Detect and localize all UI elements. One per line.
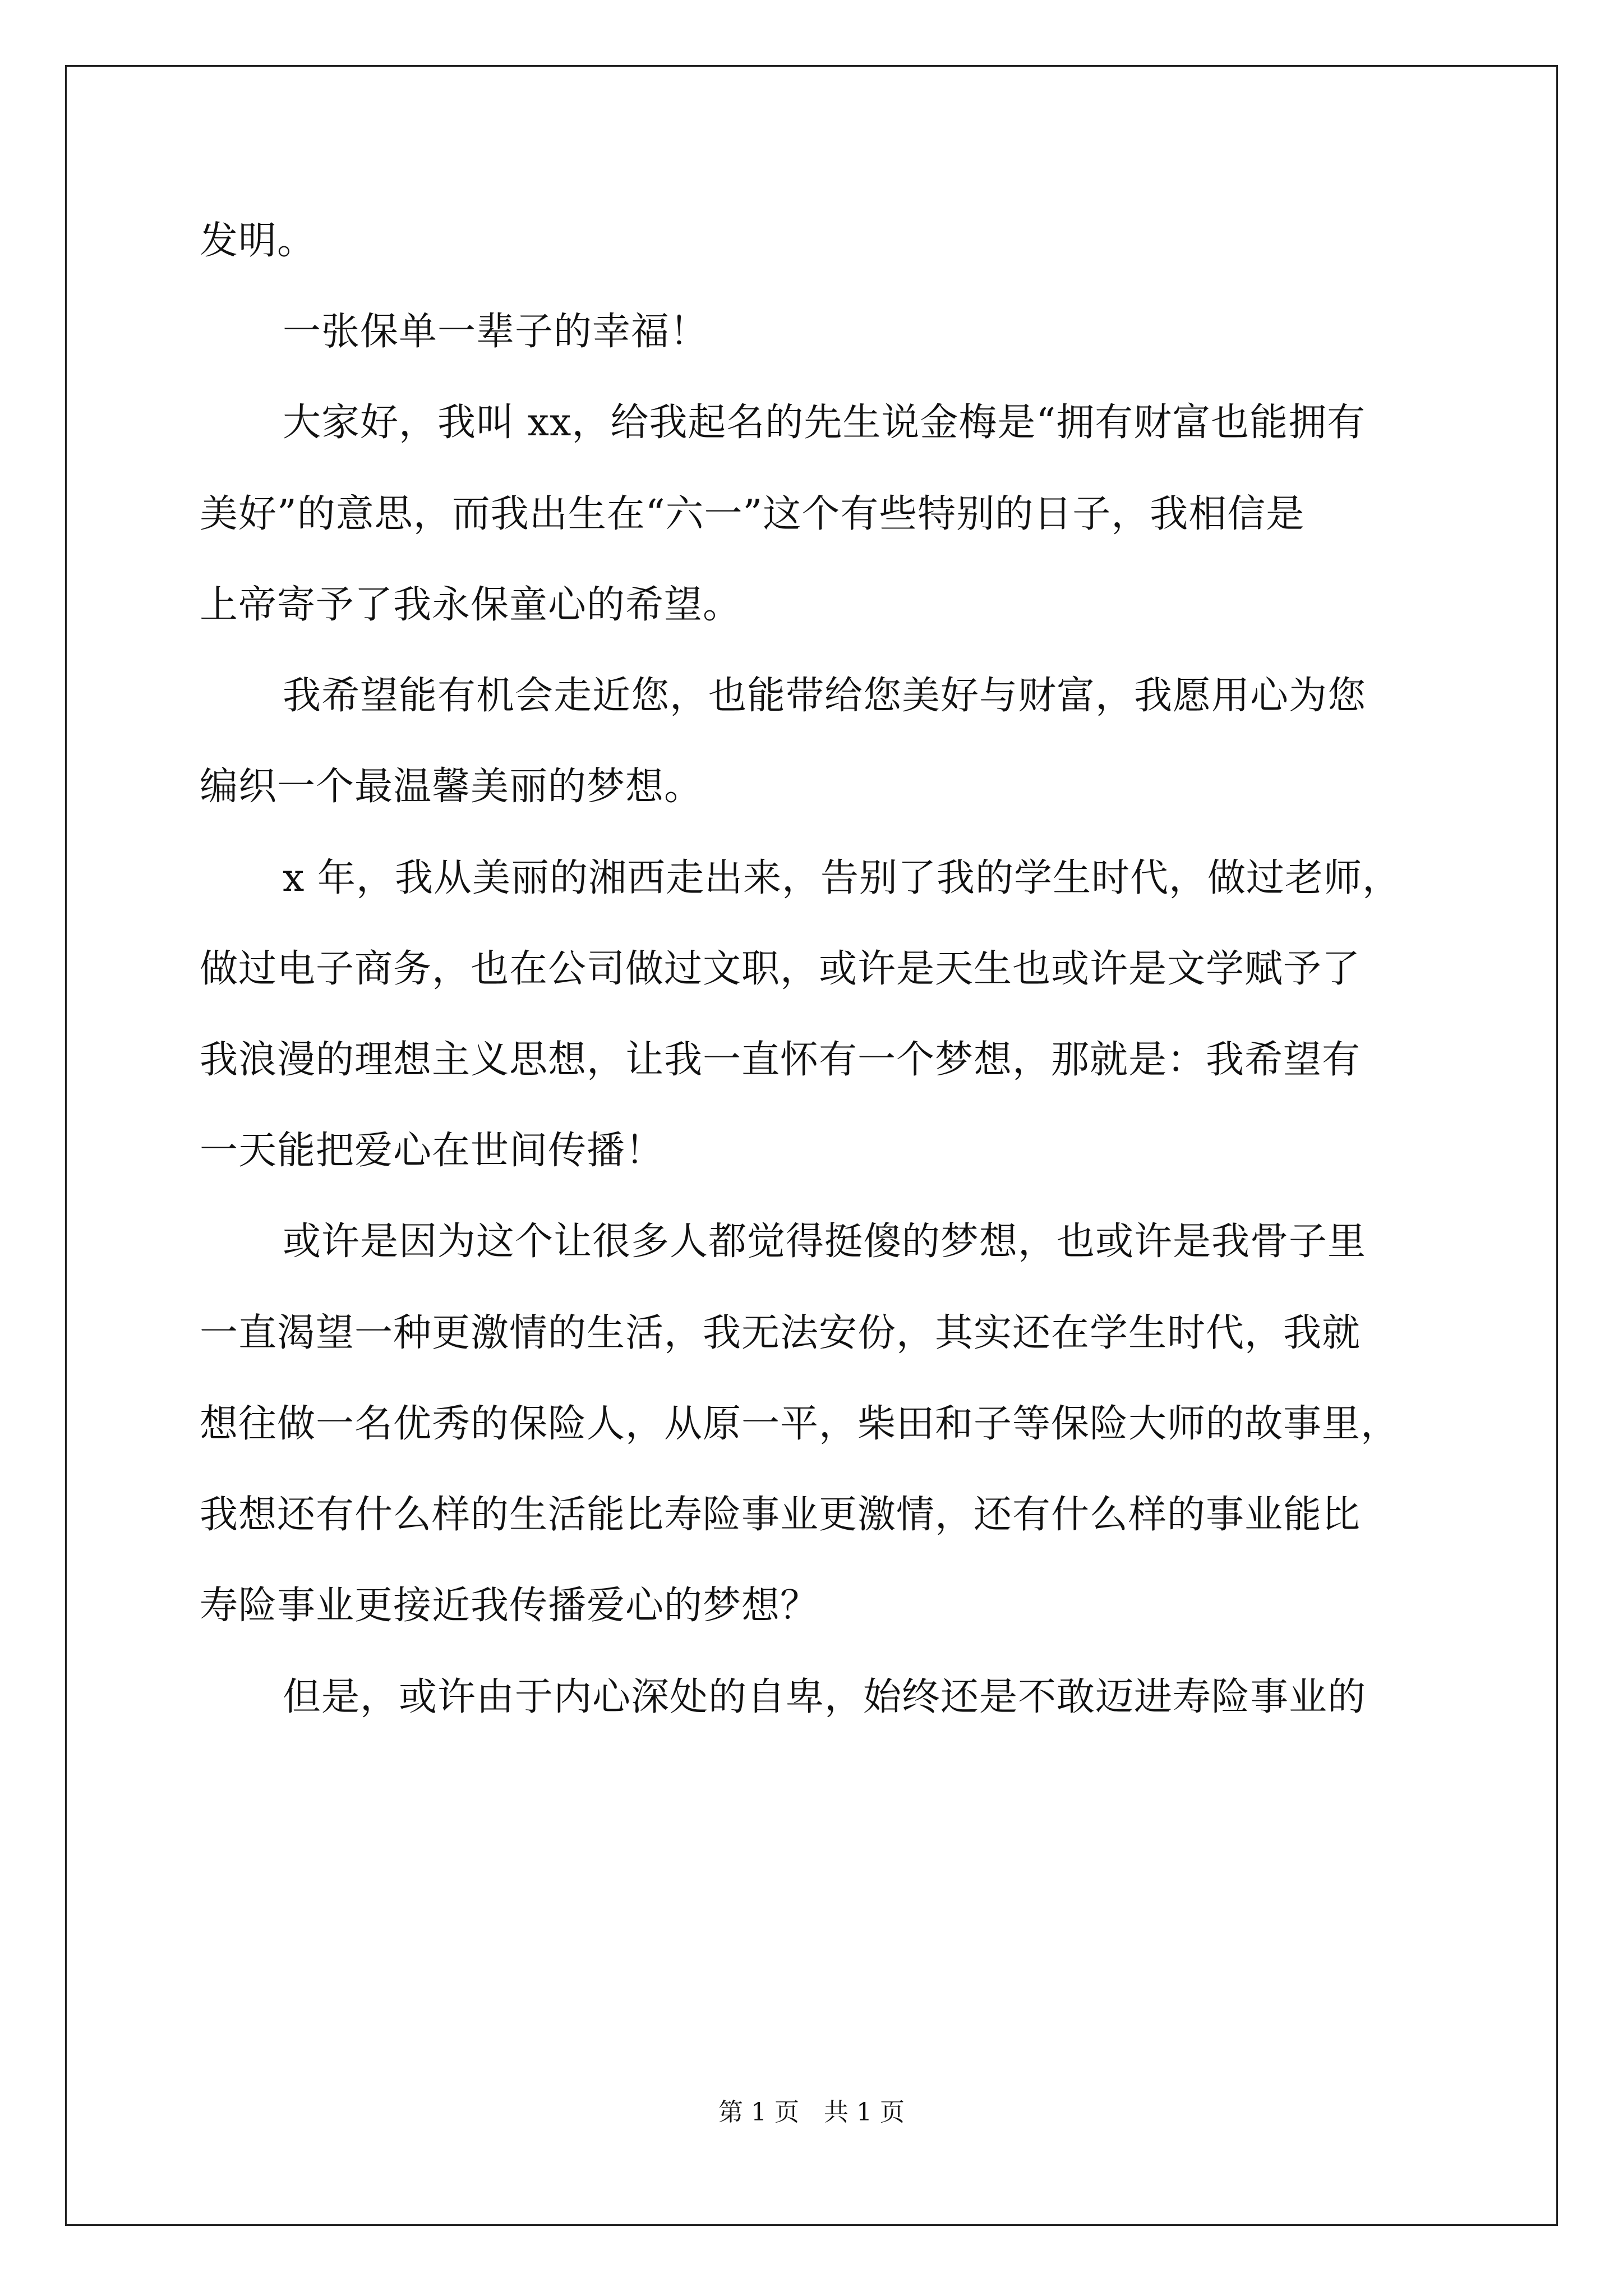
text-line: 大家好，我叫 xx，给我起名的先生说金梅是“拥有财富也能拥有 [283, 401, 1366, 445]
text-line: 我浪漫的理想主义思想，让我一直怀有一个梦想，那就是：我希望有 [200, 1038, 1361, 1082]
text-line: 我想还有什么样的生活能比寿险事业更激情，还有什么样的事业能比 [200, 1493, 1361, 1537]
text-line: 寿险事业更接近我传播爱心的梦想？ [200, 1584, 819, 1628]
text-line: 上帝寄予了我永保童心的希望。 [200, 583, 742, 627]
page-footer: 第 1 页 共 1 页 [718, 2098, 905, 2127]
text-line: 一张保单一辈子的幸福！ [283, 310, 709, 354]
text-line: 想往做一名优秀的保险人，从原一平，柴田和子等保险大师的故事里， [200, 1402, 1400, 1446]
text-line: 我希望能有机会走近您，也能带给您美好与财富，我愿用心为您 [283, 674, 1367, 718]
text-line: 发明。 [200, 219, 316, 263]
text-line: x 年，我从美丽的湘西走出来，告别了我的学生时代，做过老师， [283, 856, 1401, 900]
text-line: 但是，或许由于内心深处的自卑，始终还是不敢迈进寿险事业的 [283, 1675, 1367, 1719]
text-line: 或许是因为这个让很多人都觉得挺傻的梦想，也或许是我骨子里 [283, 1220, 1367, 1264]
text-line: 做过电子商务，也在公司做过文职，或许是天生也或许是文学赋予了 [200, 947, 1361, 991]
text-line: 美好”的意思，而我出生在“六一”这个有些特别的日子，我相信是 [200, 492, 1305, 536]
text-line: 一天能把爱心在世间传播！ [200, 1129, 665, 1173]
text-line: 编织一个最温馨美丽的梦想。 [200, 765, 703, 809]
text-line: 一直渴望一种更激情的生活，我无法安份，其实还在学生时代，我就 [200, 1311, 1361, 1355]
